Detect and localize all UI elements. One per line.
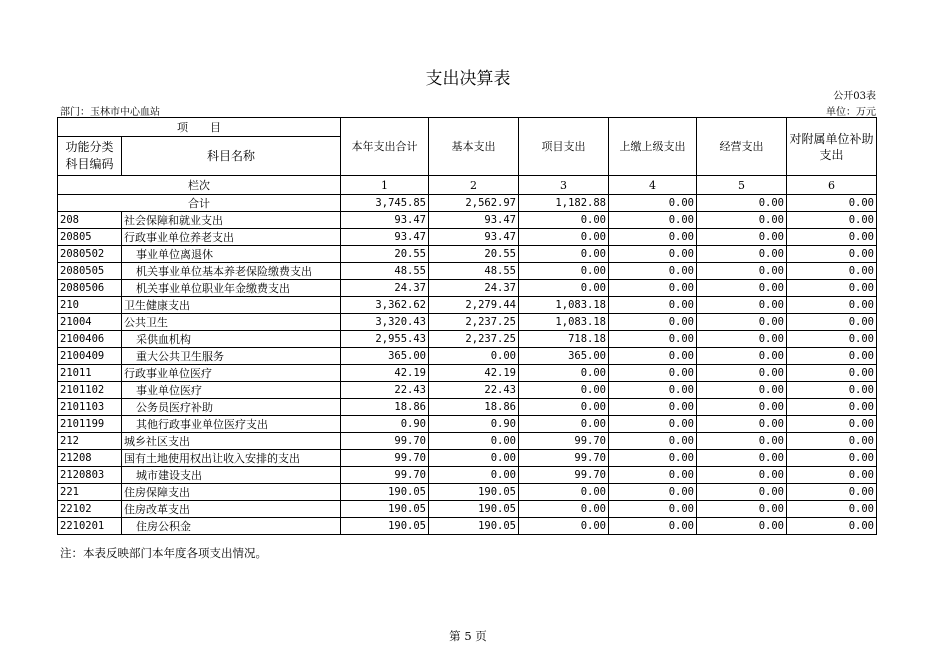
row-value-4: 0.00 [609,348,697,365]
table-row [58,416,877,433]
row-name: 其他行政事业单位医疗支出 [122,416,341,433]
row-value-2: 2,237.25 [429,331,519,348]
table-row [58,280,877,297]
row-code: 22102 [58,501,122,518]
row-value-5: 0.00 [697,501,787,518]
lanci-num-2: 2 [429,176,519,195]
row-value-6: 0.00 [787,246,877,263]
table-row [58,246,877,263]
row-value-6: 0.00 [787,280,877,297]
lanci-num-4: 4 [609,176,697,195]
row-value-3: 0.00 [519,229,609,246]
row-code: 2080502 [58,246,122,263]
row-value-1: 365.00 [341,348,429,365]
row-value-4: 0.00 [609,331,697,348]
expenditure-table [57,117,877,535]
col-header-2: 基本支出 [429,118,519,176]
row-value-2: 0.00 [429,348,519,365]
row-value-4: 0.00 [609,399,697,416]
table-row [58,365,877,382]
col-header-3: 项目支出 [519,118,609,176]
table-row [58,433,877,450]
row-value-3: 0.00 [519,399,609,416]
row-value-5: 0.00 [697,399,787,416]
name-header: 科目名称 [122,137,341,176]
row-value-6: 0.00 [787,518,877,535]
row-code: 21208 [58,450,122,467]
table-row [58,331,877,348]
page-title: 支出决算表 [425,69,511,89]
table-row [58,212,877,229]
row-value-4: 0.00 [609,212,697,229]
row-value-2: 0.90 [429,416,519,433]
row-value-1: 99.70 [341,450,429,467]
row-value-6: 0.00 [787,263,877,280]
table-row [58,467,877,484]
row-value-4: 0.00 [609,501,697,518]
row-name: 重大公共卫生服务 [122,348,341,365]
row-value-6: 0.00 [787,297,877,314]
row-value-1: 93.47 [341,229,429,246]
row-value-2: 18.86 [429,399,519,416]
row-name: 机关事业单位职业年金缴费支出 [122,280,341,297]
table-row [58,399,877,416]
row-name: 机关事业单位基本养老保险缴费支出 [122,263,341,280]
row-name: 公务员医疗补助 [122,399,341,416]
col-header-6: 对附属单位补助支出 [787,118,877,176]
row-value-2: 190.05 [429,501,519,518]
row-code: 2210201 [58,518,122,535]
row-value-4: 0.00 [609,518,697,535]
row-name: 城乡社区支出 [122,433,341,450]
col-header-5: 经营支出 [697,118,787,176]
row-value-1: 99.70 [341,467,429,484]
row-value-3: 0.00 [519,501,609,518]
col-header-1: 本年支出合计 [341,118,429,176]
row-code: 21004 [58,314,122,331]
row-name: 行政事业单位医疗 [122,365,341,382]
row-value-5: 0.00 [697,280,787,297]
row-value-5: 0.00 [697,263,787,280]
unit-label: 单位：万元 [826,107,876,118]
table-row [58,501,877,518]
row-value-1: 2,955.43 [341,331,429,348]
row-value-4: 0.00 [609,246,697,263]
row-name: 社会保障和就业支出 [122,212,341,229]
row-value-1: 190.05 [341,518,429,535]
row-value-1: 42.19 [341,365,429,382]
row-value-4: 0.00 [609,263,697,280]
table-row [58,314,877,331]
row-code: 2080505 [58,263,122,280]
row-value-4: 0.00 [609,314,697,331]
row-value-3: 0.00 [519,416,609,433]
row-code: 212 [58,433,122,450]
row-code: 210 [58,297,122,314]
row-code: 208 [58,212,122,229]
table-row [58,263,877,280]
row-value-1: 93.47 [341,212,429,229]
row-value-5: 0.00 [697,382,787,399]
row-value-2: 2,279.44 [429,297,519,314]
row-value-2: 48.55 [429,263,519,280]
row-value-5: 0.00 [697,416,787,433]
row-code: 21011 [58,365,122,382]
row-value-1: 20.55 [341,246,429,263]
row-value-2: 93.47 [429,212,519,229]
row-value-4: 0.00 [609,484,697,501]
row-value-3: 365.00 [519,348,609,365]
row-value-4: 0.00 [609,297,697,314]
row-value-2: 42.19 [429,365,519,382]
row-value-5: 0.00 [697,331,787,348]
row-value-3: 1,083.18 [519,297,609,314]
total-value-3: 1,182.88 [519,195,609,212]
row-value-5: 0.00 [697,297,787,314]
row-value-6: 0.00 [787,382,877,399]
lanci-num-5: 5 [697,176,787,195]
row-name: 事业单位医疗 [122,382,341,399]
table-row [58,297,877,314]
table-row [58,382,877,399]
row-code: 2101199 [58,416,122,433]
row-value-6: 0.00 [787,416,877,433]
department-label: 部门：玉林市中心血站 [60,107,160,118]
lanci-label: 栏次 [58,176,341,195]
row-value-6: 0.00 [787,331,877,348]
row-name: 卫生健康支出 [122,297,341,314]
row-value-2: 0.00 [429,450,519,467]
row-value-3: 0.00 [519,382,609,399]
row-code: 2101103 [58,399,122,416]
row-code: 2080506 [58,280,122,297]
code-header: 功能分类科目编码 [58,137,122,176]
row-value-6: 0.00 [787,450,877,467]
row-name: 公共卫生 [122,314,341,331]
row-value-6: 0.00 [787,365,877,382]
header-row-1 [58,118,877,137]
row-value-3: 0.00 [519,280,609,297]
row-value-3: 99.70 [519,467,609,484]
total-value-2: 2,562.97 [429,195,519,212]
lanci-num-1: 1 [341,176,429,195]
row-value-1: 3,320.43 [341,314,429,331]
col-header-4: 上缴上级支出 [609,118,697,176]
row-value-5: 0.00 [697,246,787,263]
row-code: 221 [58,484,122,501]
row-value-6: 0.00 [787,212,877,229]
row-value-5: 0.00 [697,450,787,467]
row-value-2: 0.00 [429,433,519,450]
form-number: 公开03表 [833,91,876,102]
row-code: 2100409 [58,348,122,365]
row-value-1: 18.86 [341,399,429,416]
table-row [58,450,877,467]
row-value-1: 0.90 [341,416,429,433]
row-value-4: 0.00 [609,365,697,382]
total-value-1: 3,745.85 [341,195,429,212]
row-value-3: 0.00 [519,212,609,229]
row-value-6: 0.00 [787,348,877,365]
row-value-3: 0.00 [519,484,609,501]
row-value-4: 0.00 [609,450,697,467]
row-value-2: 22.43 [429,382,519,399]
row-value-1: 24.37 [341,280,429,297]
total-value-4: 0.00 [609,195,697,212]
row-value-3: 1,083.18 [519,314,609,331]
row-value-3: 0.00 [519,518,609,535]
row-name: 住房公积金 [122,518,341,535]
row-value-1: 22.43 [341,382,429,399]
project-header: 项 目 [58,118,341,137]
row-code: 20805 [58,229,122,246]
row-value-6: 0.00 [787,501,877,518]
row-value-2: 20.55 [429,246,519,263]
lanci-num-3: 3 [519,176,609,195]
total-label: 合计 [58,195,341,212]
row-value-5: 0.00 [697,314,787,331]
row-value-1: 99.70 [341,433,429,450]
row-value-2: 24.37 [429,280,519,297]
lanci-row [58,176,877,195]
row-value-6: 0.00 [787,433,877,450]
row-name: 事业单位离退休 [122,246,341,263]
total-row [58,195,877,212]
row-value-5: 0.00 [697,484,787,501]
row-code: 2120803 [58,467,122,484]
row-value-2: 93.47 [429,229,519,246]
table-row [58,518,877,535]
row-value-4: 0.00 [609,433,697,450]
row-value-3: 718.18 [519,331,609,348]
row-value-5: 0.00 [697,433,787,450]
row-value-2: 0.00 [429,467,519,484]
lanci-num-6: 6 [787,176,877,195]
total-value-6: 0.00 [787,195,877,212]
row-value-6: 0.00 [787,314,877,331]
row-code: 2100406 [58,331,122,348]
footnote: 注：本表反映部门本年度各项支出情况。 [60,546,267,560]
row-value-2: 2,237.25 [429,314,519,331]
row-value-3: 0.00 [519,263,609,280]
row-value-3: 0.00 [519,246,609,263]
row-value-2: 190.05 [429,518,519,535]
row-value-3: 99.70 [519,433,609,450]
row-name: 采供血机构 [122,331,341,348]
row-value-1: 190.05 [341,484,429,501]
row-value-6: 0.00 [787,229,877,246]
row-value-5: 0.00 [697,229,787,246]
row-value-4: 0.00 [609,382,697,399]
row-value-5: 0.00 [697,467,787,484]
row-value-3: 0.00 [519,365,609,382]
row-value-6: 0.00 [787,484,877,501]
row-name: 住房保障支出 [122,484,341,501]
row-value-1: 3,362.62 [341,297,429,314]
row-name: 国有土地使用权出让收入安排的支出 [122,450,341,467]
row-value-5: 0.00 [697,365,787,382]
row-value-5: 0.00 [697,518,787,535]
row-name: 城市建设支出 [122,467,341,484]
row-value-4: 0.00 [609,467,697,484]
row-value-6: 0.00 [787,399,877,416]
row-value-2: 190.05 [429,484,519,501]
table-row [58,229,877,246]
table-row [58,484,877,501]
row-name: 行政事业单位养老支出 [122,229,341,246]
row-value-6: 0.00 [787,467,877,484]
total-value-5: 0.00 [697,195,787,212]
row-value-3: 99.70 [519,450,609,467]
row-value-4: 0.00 [609,229,697,246]
page-number: 第 5 页 [449,629,487,643]
row-value-5: 0.00 [697,212,787,229]
row-value-4: 0.00 [609,280,697,297]
row-value-1: 190.05 [341,501,429,518]
row-code: 2101102 [58,382,122,399]
row-value-1: 48.55 [341,263,429,280]
table-row [58,348,877,365]
row-name: 住房改革支出 [122,501,341,518]
row-value-4: 0.00 [609,416,697,433]
row-value-5: 0.00 [697,348,787,365]
